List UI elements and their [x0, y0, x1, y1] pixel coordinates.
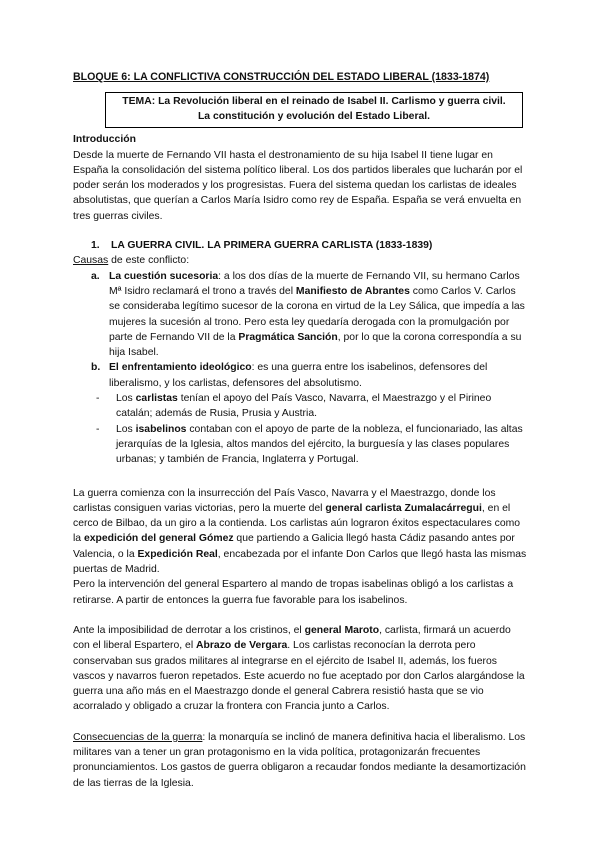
maroto-bold-2: Abrazo de Vergara: [196, 640, 288, 652]
maroto-bold-1: general Maroto: [304, 624, 380, 636]
war-text-4: , encabezada por el infante Don Carlos que llegó hasta las mismas puertas de Madrid.: [73, 548, 527, 576]
causas-line: [73, 253, 529, 268]
dash-marker: -: [96, 423, 100, 435]
war-text-1: La guerra comienza con la insurrección del País Vasco, Navarra y el Maestrazgo, donde los carlistas consiguen varias victorias, pero la muerte del: [73, 487, 496, 514]
espartero-paragraph: Pero la intervención del general Espartero al mando de tropas isabelinas obligó a los carlistas a retirarse. A partir de entonces la guerra fue favorable para los isabelinos.: [73, 579, 514, 606]
item-a-bold-2: Manifiesto de Abrantes: [295, 285, 410, 297]
dash2-pre: Los: [116, 423, 136, 435]
item-a-marker: a.: [91, 270, 100, 282]
causa-item-b: [73, 360, 529, 467]
item-b-text-1: : es una guerra entre los isabelinos, defensores del liberalismo, y los carlistas, defensores del absolutismo.: [109, 362, 488, 389]
section-1-heading: [73, 238, 529, 253]
tema-box: [105, 92, 523, 128]
war-bold-2: expedición del general Gómez: [83, 533, 234, 545]
causas-label: Causas: [73, 255, 109, 267]
tema-line-2: La constitución y evolución del Estado Liberal.: [197, 110, 431, 122]
war-text-2: , en el cerco de Bilbao, da un giro a la contienda. Los carlistas aún lograron éxitos espectaculares como la: [73, 502, 521, 545]
maroto-text-3: . Los carlistas reconocían la derrota pero conservaban sus grados militares al integrarse en el ejército de Isabel II, además, los fueros vascos y navarros fueron repetados. Este acuerdo no fue aceptado por don Carlos alargándose la guerra una año más en el Maestrazgo donde el general Cabrera resistió hasta que se vio acorralado y obligado a cruzar la frontera con Francia junto a Carlos.: [73, 640, 525, 713]
causas-rest: de este conflicto:: [108, 255, 190, 267]
support-item-carlistas: [73, 391, 529, 422]
item-a-text-3: , por lo que la corona correspondía a su hija Isabel.: [109, 331, 522, 359]
section-1-number: 1.: [91, 240, 100, 252]
section-1-title: LA GUERRA CIVIL. LA PRIMERA GUERRA CARLISTA (1833-1839): [111, 240, 433, 252]
item-b-bold-1: El enfrentamiento ideológico: [109, 362, 252, 374]
intro-heading: Introducción: [73, 134, 136, 146]
consecuencias-text: : la monarquía se inclinó de manera definitiva hacia el liberalismo. Los militares van a tener un gran protagonismo en la vida política, protagonizarán frecuentes pronunciamientos. Los gastos de guerra obligaron a recaudar fondos mediante la desamortización de las tierras de la Iglesia.: [73, 731, 526, 789]
dash-marker: -: [96, 393, 100, 405]
dash1-pre: Los: [116, 393, 136, 405]
dash1-text: tenían el apoyo del País Vasco, Navarra, el Maestrazgo y el Pirineo catalán; además de Rusia, Prusia y Austria.: [116, 393, 492, 420]
war-paragraph: [73, 486, 529, 578]
item-a-text-1: : a los dos días de la muerte de Fernando VII, su hermano Carlos Mª Isidro reclamará el trono a través del: [109, 270, 520, 297]
war-bold-3: Expedición Real: [137, 548, 218, 560]
causas-list: [73, 269, 529, 468]
consecuencias-paragraph: [73, 730, 529, 791]
support-item-isabelinos: [73, 422, 529, 468]
document-page: [73, 70, 529, 791]
dash1-bold: carlistas: [135, 393, 178, 405]
maroto-paragraph: [73, 623, 529, 715]
tema-line-1: TEMA: La Revolución liberal en el reinado de Isabel II. Carlismo y guerra civil.: [122, 96, 506, 108]
spacer: [73, 608, 529, 623]
maroto-text-2: , carlista, firmará un acuerdo con el liberal Espartero, el: [73, 624, 511, 652]
item-a-text-2: como Carlos V. Carlos se consideraba legítimo sucesor de la corona en virtud de la Ley Sálica, que impedía a las mujeres la sucesión al trono. Pero esta ley quedaría derogada con la promulgación por parte de Fernando VII de la: [109, 285, 525, 343]
item-a-bold-1: La cuestión sucesoria: [109, 270, 219, 282]
intro-paragraph: Desde la muerte de Fernando VII hasta el destronamiento de su hija Isabel II tiene lugar en España la consolidación del sistema político liberal. Los dos partidos liberales que lucharán por el poder serán los moderados y los progresistas. Fuera del sistema quedan los carlistas de ideales absolutistas, que querían a Carlos María Isidro como rey de España. España se verá envuelta en tres guerras civiles.: [73, 149, 523, 222]
war-bold-1: general carlista Zumalacárregui: [325, 502, 482, 514]
item-a-bold-3: Pragmática Sanción: [238, 331, 338, 343]
item-b-marker: b.: [91, 362, 101, 374]
causa-item-a: [73, 269, 529, 361]
dash2-bold: isabelinos: [135, 423, 187, 435]
spacer: [73, 715, 529, 730]
war-text-3: que partiendo a Galicia llegó hasta Cádiz pasando antes por Valencia, o la: [73, 533, 515, 560]
block-title: BLOQUE 6: LA CONFLICTIVA CONSTRUCCIÓN DEL ESTADO LIBERAL (1833-1874): [73, 71, 490, 83]
consecuencias-label: Consecuencias de la guerra: [73, 731, 203, 743]
dash2-text: contaban con el apoyo de parte de la nobleza, el funcionariado, las altas jerarquías de la Iglesia, altos mandos del ejército, la burguesía y las clases populares urbanas; y también de Francia, Inglaterra y Portugal.: [116, 423, 523, 466]
support-list: [73, 391, 529, 467]
maroto-text-1: Ante la imposibilidad de derrotar a los cristinos, el: [73, 624, 305, 636]
